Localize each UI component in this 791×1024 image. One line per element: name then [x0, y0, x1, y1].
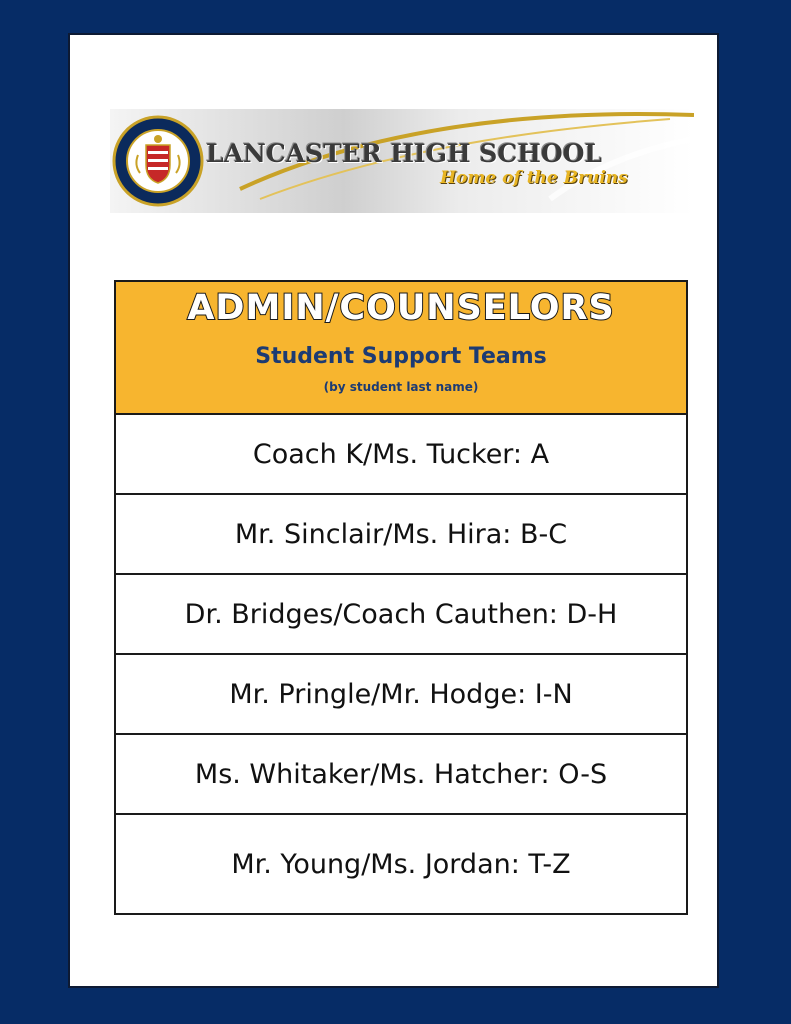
school-seal-logo	[112, 115, 204, 207]
team-row-t-z: Mr. Young/Ms. Jordan: T-Z	[231, 848, 571, 880]
header-note: (by student last name)	[323, 380, 479, 394]
school-banner	[110, 109, 694, 213]
header-subtitle: Student Support Teams	[255, 344, 547, 369]
support-teams-table	[114, 280, 688, 915]
flyer-page	[68, 33, 719, 988]
table-header	[116, 282, 686, 415]
school-name: LANCASTER HIGH SCHOOL	[206, 139, 603, 168]
team-row-i-n: Mr. Pringle/Mr. Hodge: I-N	[116, 655, 686, 735]
school-tagline: Home of the Bruins	[440, 168, 628, 188]
team-row-o-s: Ms. Whitaker/Ms. Hatcher: O-S	[116, 735, 686, 815]
team-row-d-h: Dr. Bridges/Coach Cauthen: D-H	[116, 575, 686, 655]
team-row-b-c: Mr. Sinclair/Ms. Hira: B-C	[116, 495, 686, 575]
header-title: ADMIN/COUNSELORS	[187, 288, 615, 328]
team-row-a: Coach K/Ms. Tucker: A	[116, 415, 686, 495]
